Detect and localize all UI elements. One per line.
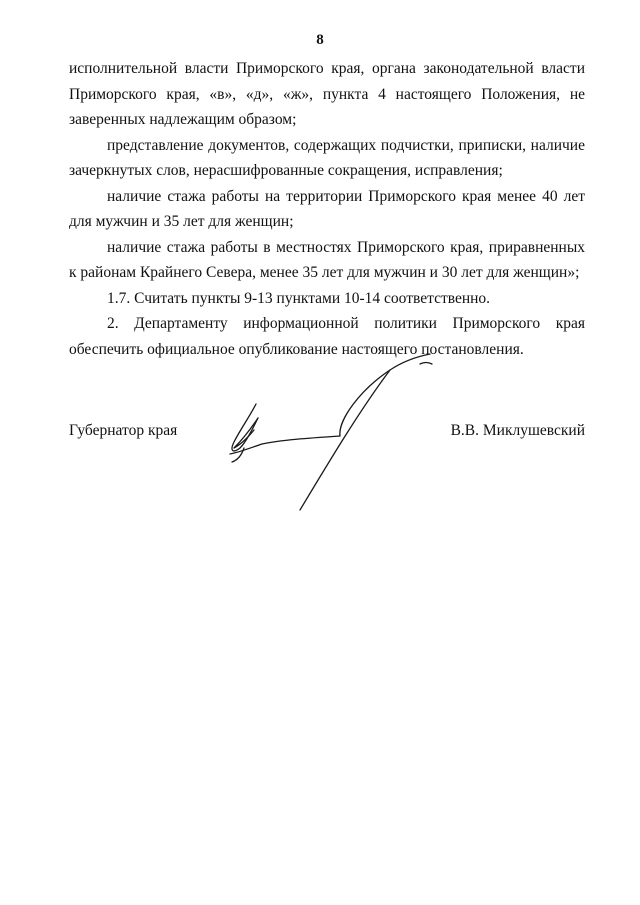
document-body — [69, 56, 585, 362]
paragraph-publication: 2. Департаменту информационной политики Приморского края обеспечить официальное опубликование настоящего постановления. — [69, 315, 585, 358]
paragraph-continuation: исполнительной власти Приморского края, органа законодательной власти Приморского края, «в», «д», «ж», пункта 4 настоящего Положения, не заверенных надлежащим образом; — [69, 60, 585, 128]
page-number: 8 — [316, 32, 324, 48]
paragraph-renumbering: 1.7. Считать пункты 9-13 пунктами 10-14 соответственно. — [107, 289, 491, 307]
signatory-position: Губернатор края — [69, 422, 178, 439]
handwritten-signature — [210, 350, 450, 530]
paragraph-far-north-experience: наличие стажа работы в местностях Приморского края, приравненных к районам Крайнего Севера, менее 35 лет для мужчин и 30 лет для женщин»; — [69, 238, 585, 281]
paragraph-documents: представление документов, содержащих подчистки, приписки, наличие зачеркнутых слов, нерасшифрованные сокращения, исправления; — [69, 136, 585, 179]
signatory-name: В.В. Миклушевский — [450, 422, 585, 439]
paragraph-work-experience: наличие стажа работы на территории Приморского края менее 40 лет для мужчин и 35 лет для женщин; — [69, 187, 585, 230]
